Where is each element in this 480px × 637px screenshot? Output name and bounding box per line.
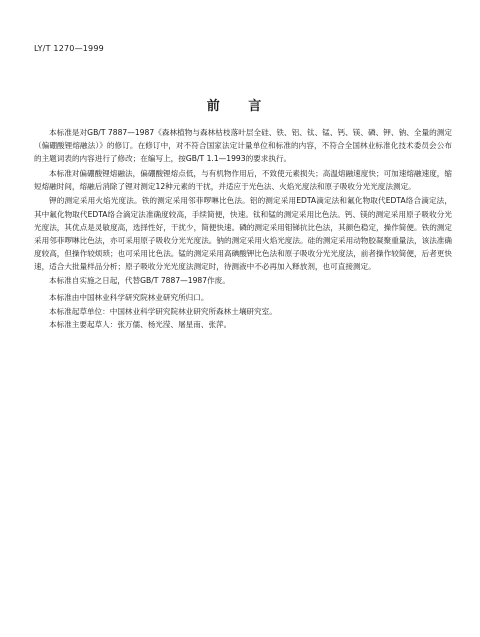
paragraph-fusion-method: 本标准对偏硼酸锂熔融法，偏硼酸锂熔点低，与有机物作用后，不致使元素损失；高温熔融速度快；可加速熔融速度，缩短熔融时间，熔融后消除了锂对测定12种元素的干扰，并适应于光色法、火焰光度法和原子吸收分光光度法测定。 (34, 169, 452, 192)
paragraph-replacement: 本标准自实施之日起，代替GB/T 7887—1987作废。 (49, 276, 230, 286)
footer-line-drafting-unit: 本标准起草单位：中国林业科学研究院林业研究所森林土壤研究室。 (49, 306, 277, 316)
foreword-footer (34, 291, 452, 331)
paragraph-revision-note: 本标准是对GB/T 7887—1987《森林植物与森林枯枝落叶层全硅、铁、铝、钛、锰、钙、镁、磷、钾、钠、全量的测定（偏硼酸锂熔融法）》的修订。在修订中，对不符合国家法定计量单位和标准的内容，不符合全国林业标准化技术委员会公布的主题词表的内容进行了修改；在编写上，按GB/T 1.1—1993的要求执行。 (34, 128, 452, 164)
standard-number: LY/T 1270—1999 (34, 44, 104, 53)
page-title: 前 言 (206, 99, 274, 114)
footer-line-responsible: 本标准由中国林业科学研究院林业研究所归口。 (49, 293, 209, 303)
foreword-body (34, 126, 452, 331)
paragraph-element-methods: 钾的测定采用火焰光度法。铁的测定采用邻菲啰啉比色法。铝的测定采用EDTA滴定法和氟化物取代EDTA络合滴定法，其中氟化物取代EDTA络合滴定法准确度较高，手续简便，快速。钛和锰的测定采用比色法。钙、镁的测定采用原子吸收分光光度法，其优点是灵敏度高，选择性好，干扰少，简便快速。磷的测定采用钼锑抗比色法，其颜色稳定，操作简便。铁的测定采用邻菲啰啉比色法，亦可采用原子吸收分光光度法。钠的测定采用火焰光度法。硅的测定采用动物胶凝聚重量法，该法准确度较高，但操作较烦琐；也可采用比色法。锰的测定采用高碘酸钾比色法和原子吸收分光光度法，前者操作较简便，后者更快速，适合大批量样品分析；原子吸收分光光度法测定时，待测液中不必再加入释放剂，也可直接测定。 (34, 196, 452, 271)
footer-line-drafters: 本标准主要起草人：张万儒、杨光滢、屠星南、张萍。 (49, 319, 232, 329)
